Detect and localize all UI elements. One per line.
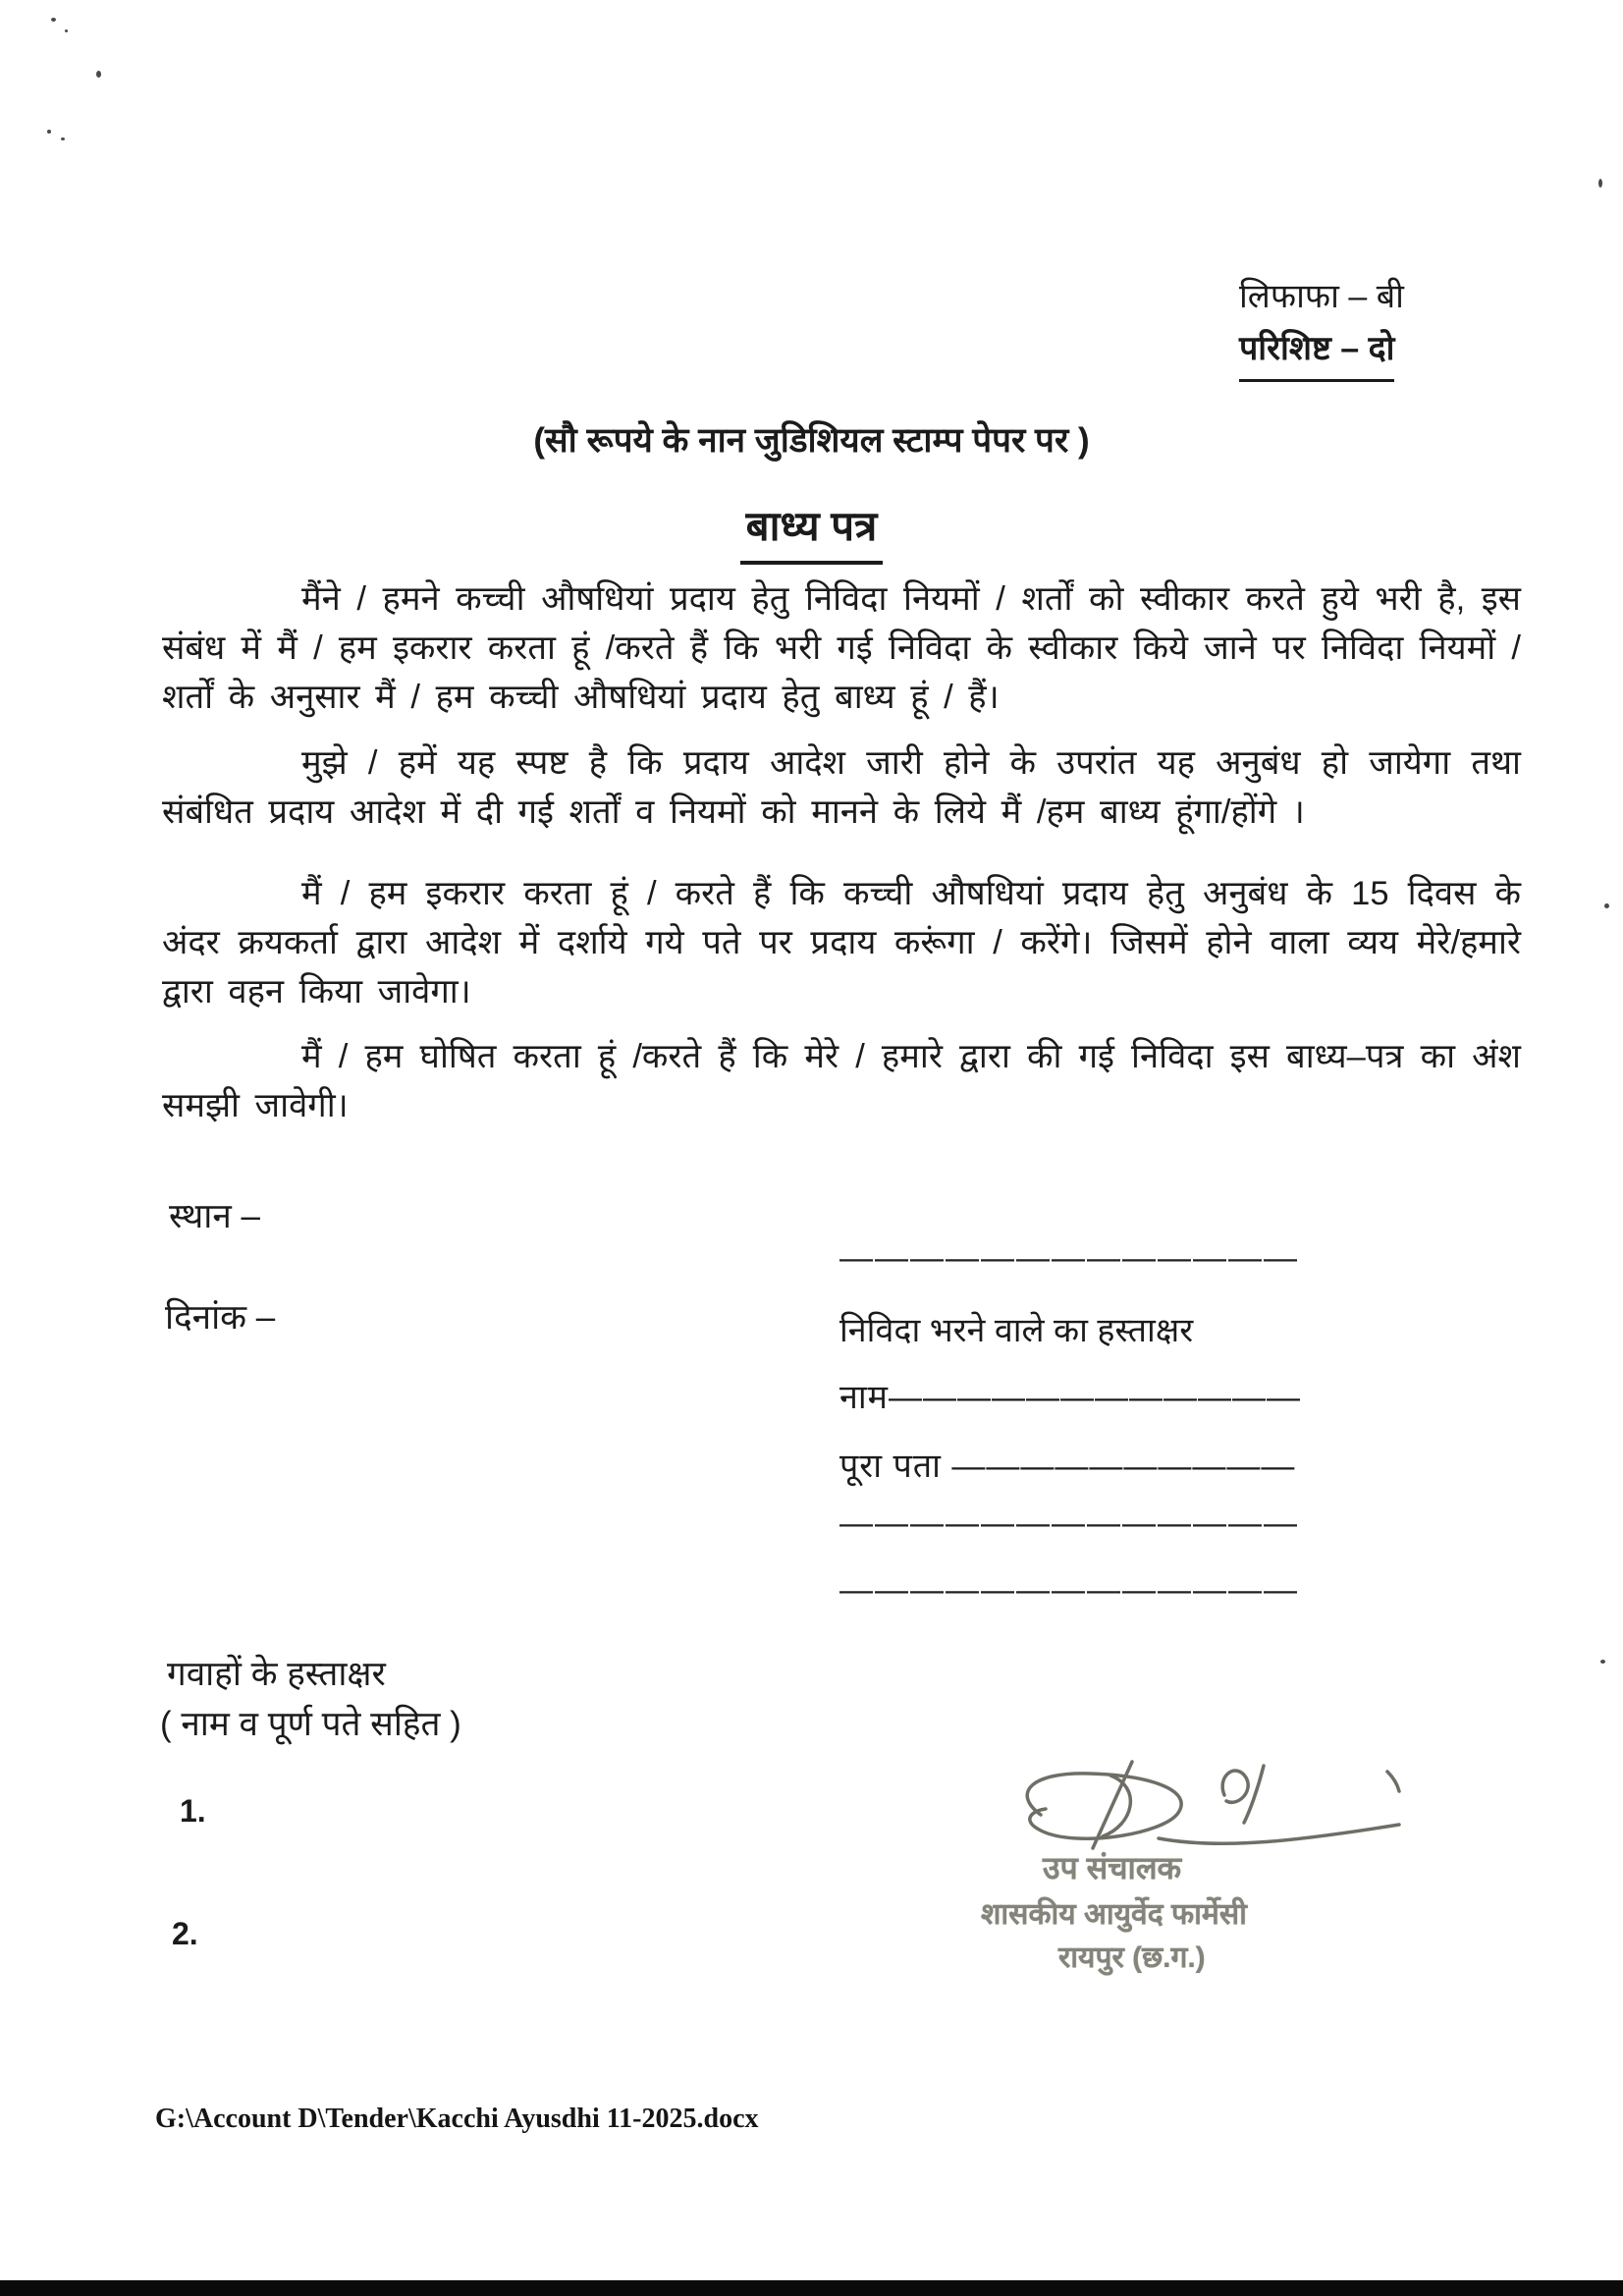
witness-item-1: 1. (180, 1793, 206, 1829)
signature-blank-line: ————————————— (839, 1239, 1299, 1277)
paragraph-4: मैं / हम घोषित करता हूं /करते हैं कि मेरे / हमारे द्वारा की गई निविदा इस बाध्य–पत्र का अंश समझी जावेगी। (162, 1038, 1521, 1124)
witness-item-2: 2. (172, 1916, 198, 1951)
envelope-label: लिफाफा – बी (1239, 278, 1404, 315)
scan-speck (1604, 903, 1609, 908)
witness-subheading: ( नाम व पूर्ण पते सहित ) (160, 1705, 461, 1743)
address-blank-line-1: ————————————— (839, 1504, 1299, 1542)
place-label: स्थान – (169, 1197, 260, 1235)
scan-speck (65, 29, 68, 32)
signer-label: निविदा भरने वाले का हस्ताक्षर (839, 1312, 1194, 1349)
witness-heading: गवाहों के हस्ताक्षर (167, 1655, 386, 1693)
date-label: दिनांक – (165, 1298, 276, 1337)
address-label-line: पूरा पता —————————— (839, 1448, 1296, 1485)
name-blank-line: नाम———————————— (839, 1379, 1302, 1416)
stamp-organisation: शासकीय आयुर्वेद फार्मेसी (981, 1898, 1247, 1931)
scan-speck (61, 137, 65, 140)
paragraph-3: मैं / हम इकरार करता हूं / करते हैं कि कच्ची औषधियां प्रदाय हेतु अनुबंध के 15 दिवस के अंदर क्रयकर्ता द्वारा आदेश में दर्शाये गये पते पर प्रदाय करूंगा / करेंगे। जिसमें होने वाला व्यय मेरे/हमारे द्वारा वहन किया जावेगा। (162, 875, 1521, 1011)
scan-speck (47, 130, 51, 134)
scan-speck (51, 18, 56, 22)
document-title-wrap (0, 497, 1623, 565)
scan-speck (96, 71, 101, 78)
paragraph-1: मैंने / हमने कच्ची औषधियां प्रदाय हेतु निविदा नियमों / शर्तों को स्वीकार करते हुये भरी है, इस संबंध में मैं / हम इकरार करता हूं /करते हैं कि भरी गई निविदा के स्वीकार किये जाने पर निविदा नियमों /शर्तों के अनुसार मैं / हम कच्ची औषधियां प्रदाय हेतु बाध्य हूं / हैं। (162, 580, 1521, 716)
stamp-location: रायपुर (छ.ग.) (1058, 1941, 1206, 1974)
scan-speck (1598, 179, 1602, 188)
scan-edge-artifact (0, 2280, 1623, 2296)
corner-labels (1239, 271, 1404, 382)
stamp-paper-note: (सौ रूपये के नान जुडिशियल स्टाम्प पेपर पर ) (533, 421, 1090, 460)
footer-file-path: G:\Account D\Tender\Kacchi Ayusdhi 11-2025.docx (155, 2104, 759, 2134)
address-blank-line-2: ————————————— (839, 1571, 1299, 1609)
paragraph-2: मुझे / हमें यह स्पष्ट है कि प्रदाय आदेश जारी होने के उपरांत यह अनुबंध हो जायेगा तथा संबंधित प्रदाय आदेश में दी गई शर्तों व नियमों को मानने के लिये मैं /हम बाध्य हूंगा/होंगे । (162, 744, 1521, 831)
scan-speck (1600, 1660, 1605, 1664)
stamp-designation: उप संचालक (1043, 1850, 1182, 1886)
document-title: बाध्य पत्र (740, 497, 884, 565)
appendix-label: परिशिष्ट – दो (1239, 323, 1394, 382)
